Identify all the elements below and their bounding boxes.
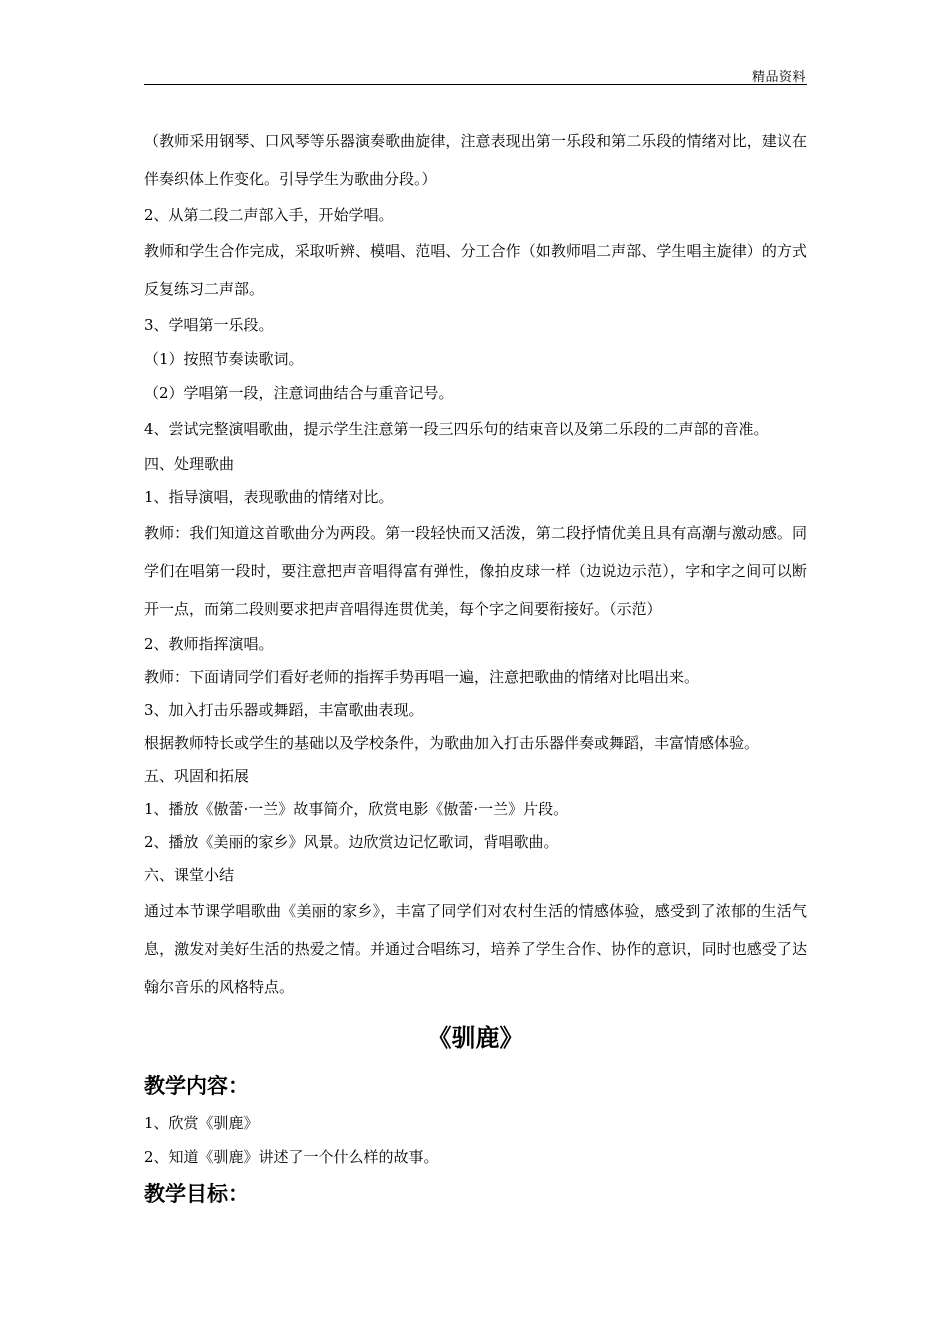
paragraph-percussion-detail: 根据教师特长或学生的基础以及学校条件，为歌曲加入打击乐器伴奏或舞蹈，丰富情感体验。 — [144, 734, 760, 752]
paragraph-summary: 通过本节课学唱歌曲《美丽的家乡》，丰富了同学们对农村生活的情感体验，感受到了浓郁的生活气息，激发对美好生活的热爱之情。并通过合唱练习，培养了学生合作、协作的意识，同时也感受了达翰尔音乐的风格特点。 — [144, 902, 807, 996]
content-heading: 教学内容： — [144, 1074, 249, 1098]
lesson-title: 《驯鹿》 — [427, 1024, 524, 1052]
document-body — [144, 122, 824, 1214]
step-4-full-performance: 4、尝试完整演唱歌曲，提示学生注意第一段三四乐句的结束音以及第二乐段的二声部的音准。 — [144, 420, 769, 438]
header-rule — [144, 84, 807, 85]
step-3-first-section: 3、学唱第一乐段。 — [144, 316, 274, 334]
step-2-conduct: 2、教师指挥演唱。 — [144, 635, 274, 653]
substep-1-rhythm: （1）按照节奏读歌词。 — [144, 350, 304, 368]
step-1-guide-singing: 1、指导演唱，表现歌曲的情绪对比。 — [144, 488, 394, 506]
paragraph-teacher-conduct: 教师：下面请同学们看好老师的指挥手势再唱一遍，注意把歌曲的情绪对比唱出来。 — [144, 668, 700, 686]
step-3-percussion: 3、加入打击乐器或舞蹈，丰富歌曲表现。 — [144, 701, 424, 719]
section-6-heading: 六、课堂小结 — [144, 866, 235, 884]
header-note: 精品资料 — [751, 70, 806, 85]
step-1-play-story: 1、播放《傲蕾·一兰》故事简介，欣赏电影《傲蕾·一兰》片段。 — [144, 800, 569, 818]
content-item: 2、知道《驯鹿》讲述了一个什么样的故事。 — [144, 1148, 439, 1166]
content-item: 1、欣赏《驯鹿》 — [144, 1114, 259, 1132]
section-5-heading: 五、巩固和拓展 — [144, 767, 250, 785]
paragraph-teacher-demo: （教师采用钢琴、口风琴等乐器演奏歌曲旋律，注意表现出第一乐段和第二乐段的情绪对比，建议在伴奏织体上作变化。引导学生为歌曲分段。） — [144, 132, 807, 188]
substep-2-learn-first: （2）学唱第一段，注意词曲结合与重音记号。 — [144, 384, 454, 402]
section-4-heading: 四、处理歌曲 — [144, 455, 235, 473]
paragraph-cooperation: 教师和学生合作完成，采取听辨、模唱、范唱、分工合作（如教师唱二声部、学生唱主旋律）的方式反复练习二声部。 — [144, 242, 807, 298]
paragraph-teacher-explain: 教师：我们知道这首歌曲分为两段。第一段轻快而又活泼，第二段抒情优美且具有高潮与激动感。同学们在唱第一段时，要注意把声音唱得富有弹性，像拍皮球一样（边说边示范），字和字之间可以断开一点，而第二段则要求把声音唱得连贯优美，每个字之间要衔接好。（示范） — [144, 524, 807, 618]
step-2-play-scenery: 2、播放《美丽的家乡》风景。边欣赏边记忆歌词，背唱歌曲。 — [144, 833, 559, 851]
goals-heading: 教学目标： — [144, 1182, 249, 1206]
step-2-second-voice: 2、从第二段二声部入手，开始学唱。 — [144, 206, 394, 224]
